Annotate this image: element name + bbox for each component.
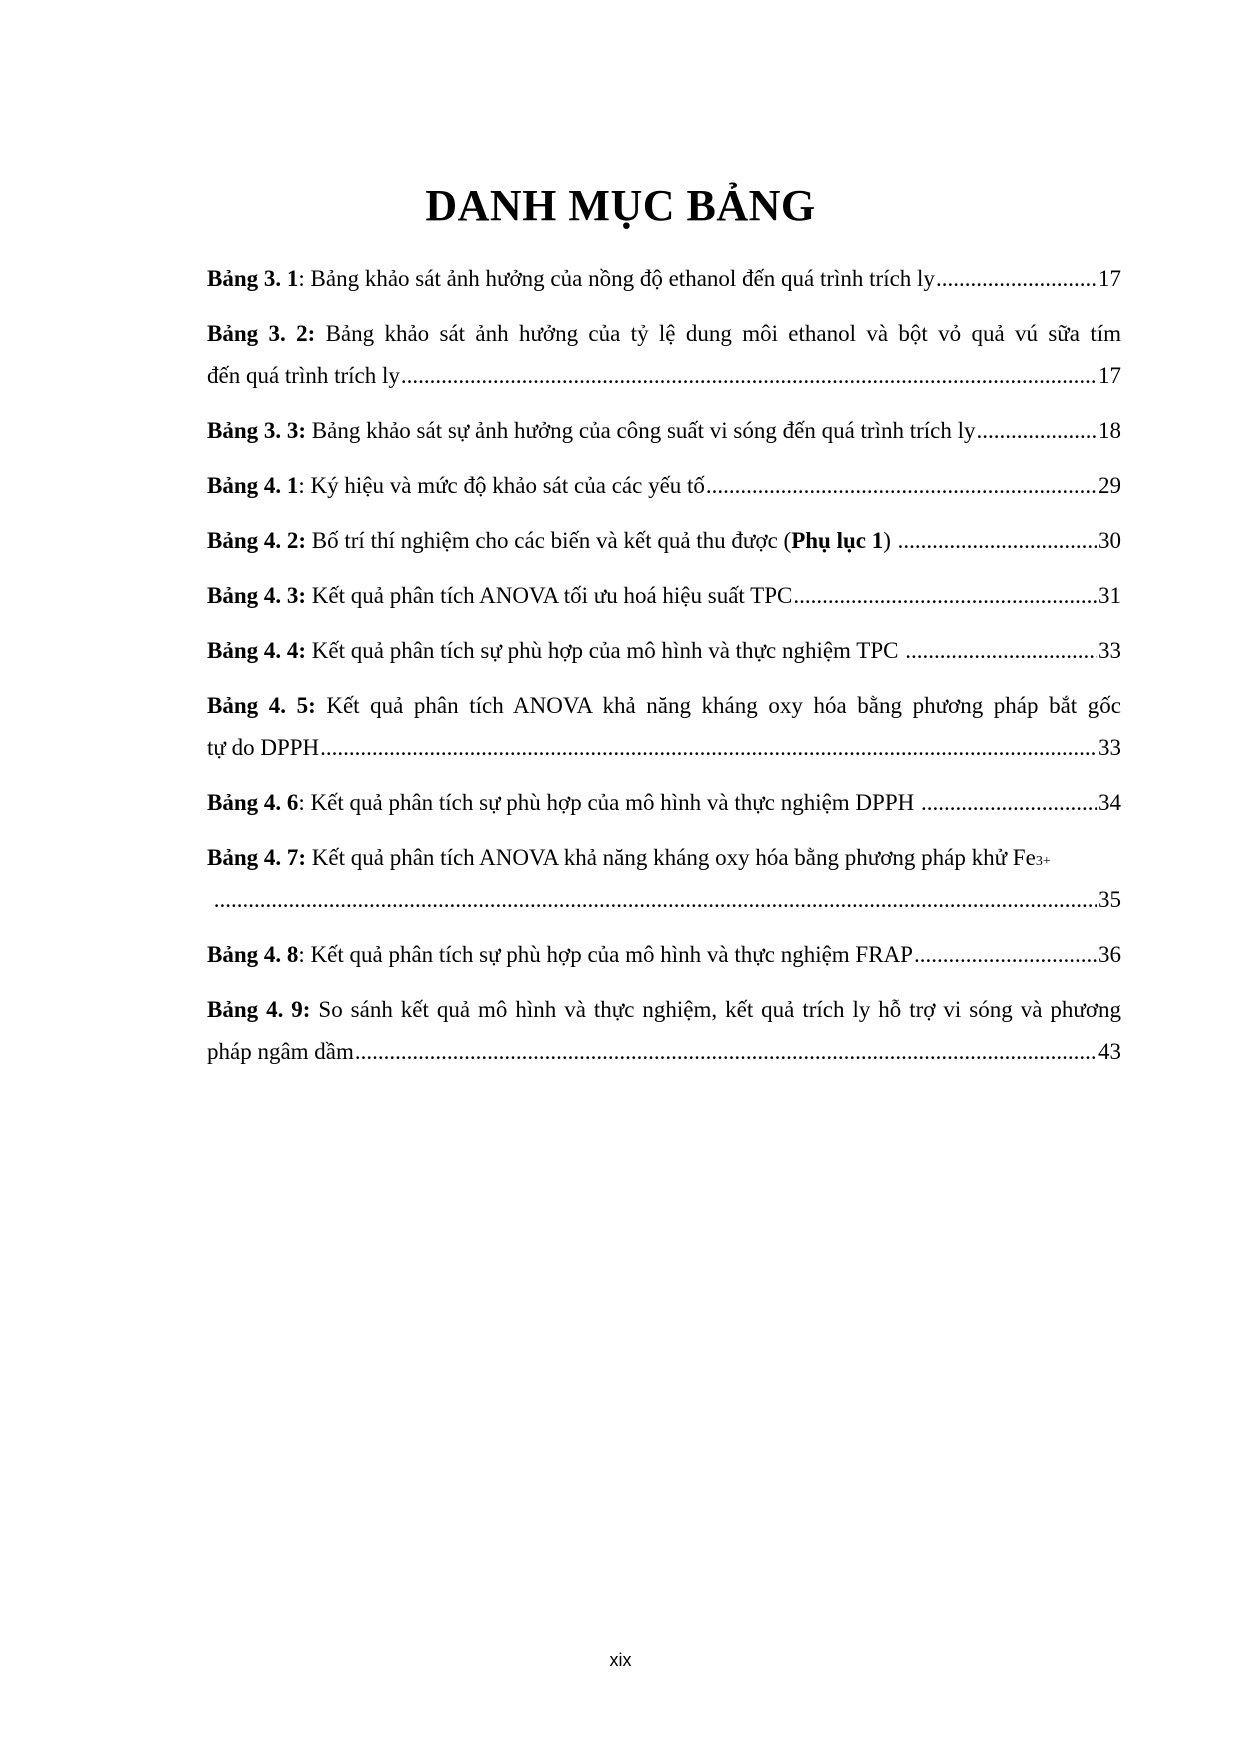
entry-label: Bảng 4. 4: xyxy=(207,638,307,663)
entry-label: Bảng 4. 1 xyxy=(207,473,299,498)
toc-entry[interactable] xyxy=(207,782,1121,824)
dot-leader xyxy=(977,410,1097,452)
entry-page: 33 xyxy=(1098,638,1121,663)
entry-title: Bảng khảo sát sự ảnh hưởng của công suất vi sóng đến quá trình trích ly xyxy=(306,418,976,443)
entry-title-end: ) xyxy=(883,528,897,553)
entry-label: Bảng 4. 9: xyxy=(207,997,311,1022)
entry-separator: : xyxy=(298,266,311,291)
dot-leader xyxy=(355,1031,1097,1073)
entry-label: Bảng 4. 3: xyxy=(207,583,307,608)
toc-entry[interactable] xyxy=(207,934,1121,976)
entry-title: Kết quả phân tích ANOVA tối ưu hoá hiệu suất TPC xyxy=(306,583,793,608)
dot-leader xyxy=(936,258,1097,300)
page-number: xix xyxy=(609,1650,632,1670)
entry-title-continued: tự do DPPH xyxy=(207,735,320,760)
entry-separator: : xyxy=(298,790,311,815)
entry-title: Bố trí thí nghiệm cho các biến và kết quả thu được ( xyxy=(306,528,792,553)
entry-title: Kết quả phân tích sự phù hợp của mô hình và thực nghiệm FRAP xyxy=(310,942,913,967)
entry-page: 17 xyxy=(1098,266,1121,291)
toc-entry[interactable] xyxy=(207,575,1121,617)
entry-title-continued: pháp ngâm dầm xyxy=(207,1039,354,1064)
entry-title: Bảng khảo sát ảnh hưởng của nồng độ ethanol đến quá trình trích ly xyxy=(310,266,935,291)
entry-title-continued xyxy=(207,879,213,921)
toc-entry[interactable]: Bảng 4. 7: Kết quả phân tích ANOVA khả năng kháng oxy hóa bằng phương pháp khử Fe 3+ ..... 35 xyxy=(207,837,1121,921)
entry-label: Bảng 3. 2: xyxy=(207,321,316,346)
entry-title: Ký hiệu và mức độ khảo sát của các yếu tố xyxy=(310,473,705,498)
toc-entry[interactable] xyxy=(207,410,1121,452)
entry-page: 17 xyxy=(1098,363,1121,388)
entry-title-continued: đến quá trình trích ly xyxy=(207,363,400,388)
dot-leader xyxy=(214,879,1097,921)
entry-page: 43 xyxy=(1098,1039,1121,1064)
toc-entry[interactable] xyxy=(207,465,1121,507)
entry-title: Kết quả phân tích ANOVA khả năng kháng oxy hóa bằng phương pháp bắt gốc xyxy=(315,693,1121,718)
entry-page: 18 xyxy=(1098,418,1121,443)
entry-label: Bảng 3. 3: xyxy=(207,418,307,443)
entry-page: 30 xyxy=(1098,528,1121,553)
page-title: DANH MỤC BẢNG xyxy=(425,181,816,230)
entry-label: Bảng 4. 2: xyxy=(207,528,307,553)
entry-page: 33 xyxy=(1098,735,1121,760)
entry-page: 29 xyxy=(1098,473,1121,498)
entry-label: Bảng 4. 7: xyxy=(207,845,307,870)
entry-appendix-ref: Phụ lục 1 xyxy=(791,528,884,553)
toc-entry[interactable] xyxy=(207,520,1121,562)
toc-entry[interactable] xyxy=(207,630,1121,672)
dot-leader xyxy=(898,520,1097,562)
entry-label: Bảng 4. 6 xyxy=(207,790,299,815)
dot-leader xyxy=(914,934,1097,976)
entry-title: So sánh kết quả mô hình và thực nghiệm, kết quả trích ly hỗ trợ vi sóng và phương xyxy=(310,997,1121,1022)
entry-label: Bảng 4. 8 xyxy=(207,942,299,967)
dot-leader xyxy=(793,575,1097,617)
dot-leader xyxy=(706,465,1097,507)
entry-page: 34 xyxy=(1098,790,1121,815)
toc-entry[interactable] xyxy=(207,685,1121,769)
entry-page: 36 xyxy=(1098,942,1121,967)
toc-entry[interactable] xyxy=(207,989,1121,1073)
toc-entry[interactable] xyxy=(207,313,1121,397)
entry-separator: : xyxy=(298,473,311,498)
entry-title: Kết quả phân tích sự phù hợp của mô hình và thực nghiệm DPPH xyxy=(310,790,920,815)
entry-page: 31 xyxy=(1098,583,1121,608)
entry-page: 35 xyxy=(1098,887,1121,912)
dot-leader xyxy=(401,355,1097,397)
entry-label: Bảng 4. 5: xyxy=(207,693,316,718)
toc-entry[interactable] xyxy=(207,258,1121,300)
table-list xyxy=(207,258,1121,1086)
entry-title: Kết quả phân tích ANOVA khả năng kháng oxy hóa bằng phương pháp khử Fe xyxy=(306,845,1036,870)
dot-leader xyxy=(320,727,1097,769)
entry-label: Bảng 3. 1 xyxy=(207,266,299,291)
entry-separator: : xyxy=(298,942,311,967)
dot-leader xyxy=(905,630,1097,672)
entry-title: Kết quả phân tích sự phù hợp của mô hình và thực nghiệm TPC xyxy=(306,638,905,663)
dot-leader xyxy=(921,782,1097,824)
entry-title: Bảng khảo sát ảnh hưởng của tỷ lệ dung môi ethanol và bột vỏ quả vú sữa tím xyxy=(315,321,1121,346)
